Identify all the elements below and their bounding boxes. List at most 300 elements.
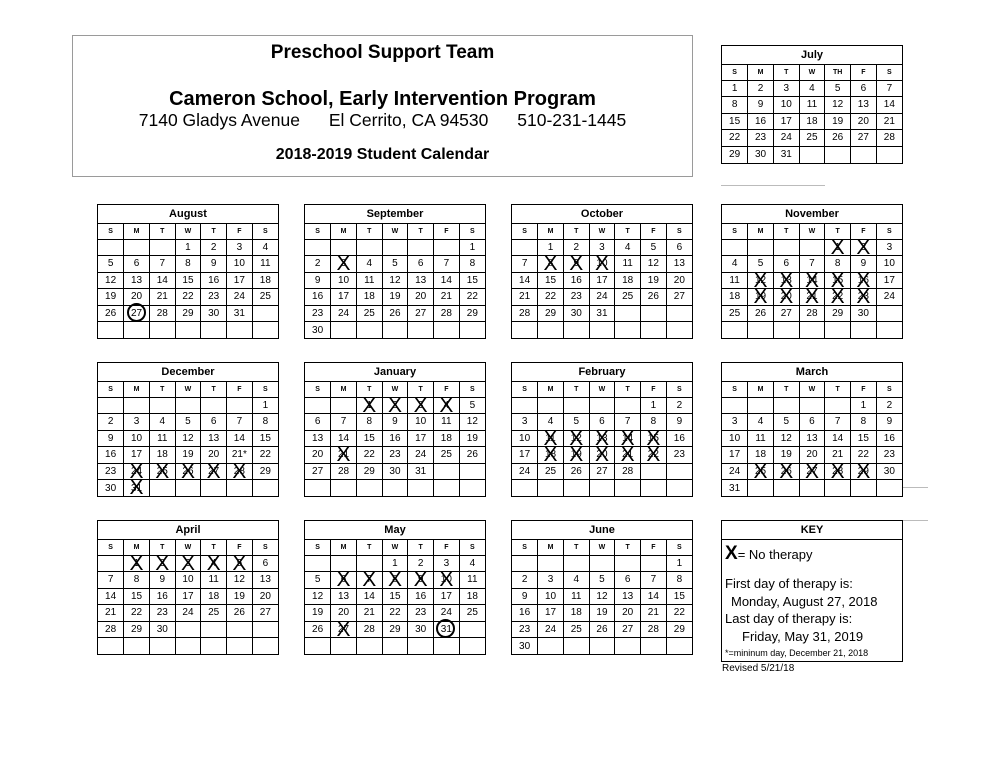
day-cell: 26 (305, 621, 331, 638)
day-cell: 13 (124, 272, 150, 289)
day-cell: 22 (666, 605, 692, 622)
day-cell: 5 (748, 256, 774, 273)
weekday-header: T (408, 382, 434, 397)
weekday-header: S (722, 382, 748, 397)
day-cell (331, 397, 357, 414)
month-title: January (305, 363, 485, 382)
day-cell: 18 (563, 605, 589, 622)
day-cell (434, 480, 460, 497)
day-cell (722, 239, 748, 256)
day-cell: 12 (459, 414, 485, 431)
day-cell: 6 (773, 256, 799, 273)
day-cell: 10 X (434, 572, 460, 589)
day-cell: 7 (149, 256, 175, 273)
day-cell: 14 (356, 588, 382, 605)
day-cell (408, 480, 434, 497)
day-cell: 24 (773, 130, 799, 147)
day-cell: 20 (252, 588, 278, 605)
day-cell: 8 (356, 414, 382, 431)
day-cell (748, 239, 774, 256)
day-cell (563, 555, 589, 572)
day-cell: 12 (382, 272, 408, 289)
weekday-header: T (149, 540, 175, 555)
weekday-header: T (408, 224, 434, 239)
calendar-key (721, 520, 903, 662)
day-cell: 31 X (124, 480, 150, 497)
day-cell: 7 (825, 414, 851, 431)
day-cell: 31 (773, 146, 799, 163)
day-cell (748, 322, 774, 339)
day-cell (382, 638, 408, 655)
day-cell (641, 305, 667, 322)
weekday-header: M (124, 540, 150, 555)
day-cell (538, 480, 564, 497)
day-cell (305, 638, 331, 655)
day-cell: 3 (589, 239, 615, 256)
day-cell: 28 (149, 305, 175, 322)
weekday-header: F (434, 382, 460, 397)
day-cell: 15 (459, 272, 485, 289)
day-cell (98, 397, 124, 414)
weekday-header: TH (825, 65, 851, 80)
weekday-header: T (201, 224, 227, 239)
day-cell: 12 (305, 588, 331, 605)
day-cell: 12 (641, 256, 667, 273)
day-cell: 28 (615, 463, 641, 480)
weekday-header: F (227, 382, 253, 397)
day-cell: 29 (825, 305, 851, 322)
day-cell: 2 (512, 572, 538, 589)
day-cell: 11 (459, 572, 485, 589)
day-cell: 30 (382, 463, 408, 480)
day-cell (459, 322, 485, 339)
day-cell: 27 (124, 305, 150, 322)
day-cell: 27 X (331, 621, 357, 638)
day-cell: 29 (538, 305, 564, 322)
day-cell: 20 (305, 447, 331, 464)
day-cell: 5 (589, 572, 615, 589)
day-cell (227, 480, 253, 497)
day-cell: 16 (382, 430, 408, 447)
day-cell (175, 322, 201, 339)
day-cell: 31 (227, 305, 253, 322)
day-cell: 11 (201, 572, 227, 589)
day-cell (124, 638, 150, 655)
day-cell: 20 (851, 113, 877, 130)
day-cell: 15 (252, 430, 278, 447)
day-cell: 17 (538, 605, 564, 622)
key-title: KEY (722, 521, 902, 540)
day-cell: 9 (666, 414, 692, 431)
day-cell: 5 (98, 256, 124, 273)
day-cell: 29 (722, 146, 748, 163)
day-cell: 10 (722, 430, 748, 447)
day-cell (748, 397, 774, 414)
day-cell: 3 (227, 239, 253, 256)
day-cell: 11 (563, 588, 589, 605)
key-last-date: Friday, May 31, 2019 (742, 629, 864, 644)
weekday-header: S (459, 224, 485, 239)
day-cell: 17 (175, 588, 201, 605)
day-cell: 22 (356, 447, 382, 464)
day-cell (408, 322, 434, 339)
day-cell: 12 (773, 430, 799, 447)
day-cell: 22 (538, 289, 564, 306)
weekday-header: M (538, 540, 564, 555)
day-cell: 26 (748, 305, 774, 322)
day-cell: 9 (876, 414, 902, 431)
day-cell: 21 (434, 289, 460, 306)
day-cell: 29 (252, 463, 278, 480)
day-cell: 19 (382, 289, 408, 306)
day-cell (98, 322, 124, 339)
day-cell: 29 (356, 463, 382, 480)
day-cell: 7 (799, 256, 825, 273)
day-cell: 21 X (615, 447, 641, 464)
day-cell (512, 555, 538, 572)
day-cell: 18 (356, 289, 382, 306)
day-cell (98, 555, 124, 572)
day-cell: 28 (434, 305, 460, 322)
day-cell: 28 (641, 621, 667, 638)
day-cell: 23 (201, 289, 227, 306)
day-cell (825, 480, 851, 497)
day-cell: 11 (615, 256, 641, 273)
day-cell: 17 (124, 447, 150, 464)
day-cell: 1 (666, 555, 692, 572)
day-cell: 26 X (175, 463, 201, 480)
weekday-header: S (459, 382, 485, 397)
day-cell (434, 322, 460, 339)
day-cell (149, 638, 175, 655)
day-cell: 23 X (851, 289, 877, 306)
day-cell: 3 (124, 414, 150, 431)
day-cell: 15 (851, 430, 877, 447)
day-cell: 25 (538, 463, 564, 480)
day-cell (124, 239, 150, 256)
day-cell: 30 (201, 305, 227, 322)
day-cell: 3 (434, 555, 460, 572)
day-cell: 9 X (408, 572, 434, 589)
weekday-header: S (305, 224, 331, 239)
day-cell (666, 480, 692, 497)
weekday-header: F (851, 382, 877, 397)
day-cell (876, 146, 902, 163)
day-cell (512, 397, 538, 414)
day-cell (563, 397, 589, 414)
day-cell (124, 322, 150, 339)
weekday-header: T (615, 540, 641, 555)
day-cell (589, 322, 615, 339)
day-cell (666, 463, 692, 480)
day-cell: 14 X (615, 430, 641, 447)
weekday-header: S (252, 224, 278, 239)
day-cell (876, 322, 902, 339)
weekday-header: S (876, 65, 902, 80)
day-cell: 19 (305, 605, 331, 622)
weekday-header: M (331, 540, 357, 555)
day-cell: 2 (201, 239, 227, 256)
weekday-header: T (356, 224, 382, 239)
day-cell: 24 X (124, 463, 150, 480)
weekday-header: F (641, 224, 667, 239)
day-cell (149, 239, 175, 256)
day-cell (356, 239, 382, 256)
day-cell: 18 (252, 272, 278, 289)
weekday-header: M (331, 224, 357, 239)
weekday-header: F (434, 224, 460, 239)
day-cell: 1 X (356, 397, 382, 414)
weekday-header: M (538, 224, 564, 239)
day-cell: 17 (408, 430, 434, 447)
day-cell: 16 (512, 605, 538, 622)
day-cell (538, 555, 564, 572)
weekday-header: S (722, 65, 748, 80)
day-cell: 26 (825, 130, 851, 147)
day-cell: 5 (773, 414, 799, 431)
day-cell (799, 239, 825, 256)
day-cell: 4 (799, 80, 825, 97)
day-cell: 4 (356, 256, 382, 273)
day-cell: 15 (722, 113, 748, 130)
weekday-header: M (748, 224, 774, 239)
day-cell: 24 (408, 447, 434, 464)
day-cell: 12 (227, 572, 253, 589)
day-cell (641, 555, 667, 572)
day-cell: 3 (512, 414, 538, 431)
day-cell: 4 (615, 239, 641, 256)
day-cell: 14 (331, 430, 357, 447)
day-cell: 25 X (748, 463, 774, 480)
month-title: June (512, 521, 692, 540)
day-cell: 11 (748, 430, 774, 447)
day-cell (98, 239, 124, 256)
weekday-header: T (563, 540, 589, 555)
day-cell: 30 (408, 621, 434, 638)
day-cell (175, 621, 201, 638)
day-cell: 30 (851, 305, 877, 322)
day-cell: 4 (149, 414, 175, 431)
day-cell: 8 (175, 256, 201, 273)
day-cell: 27 (666, 289, 692, 306)
day-cell: 7 (434, 256, 460, 273)
day-cell: 24 (722, 463, 748, 480)
weekday-header: S (512, 224, 538, 239)
day-cell: 1 (382, 555, 408, 572)
day-cell: 18 (722, 289, 748, 306)
day-cell: 30 (563, 305, 589, 322)
day-cell (227, 322, 253, 339)
day-cell: 25 (459, 605, 485, 622)
day-cell: 10 (538, 588, 564, 605)
day-cell: 6 (201, 414, 227, 431)
month-title: November (722, 205, 902, 224)
day-cell: 5 (382, 256, 408, 273)
day-cell: 19 X (748, 289, 774, 306)
day-cell: 26 (382, 305, 408, 322)
day-cell: 7 (227, 414, 253, 431)
day-cell: 5 (563, 414, 589, 431)
day-cell: 9 (512, 588, 538, 605)
weekday-header: F (641, 540, 667, 555)
day-cell: 21 (512, 289, 538, 306)
weekday-header: S (512, 382, 538, 397)
day-cell (773, 397, 799, 414)
day-cell (641, 463, 667, 480)
day-cell: 18 (201, 588, 227, 605)
day-cell: 25 (434, 447, 460, 464)
day-cell: 3 (773, 80, 799, 97)
day-cell: 2 X (149, 555, 175, 572)
day-cell: 30 (876, 463, 902, 480)
day-cell: 30 (305, 322, 331, 339)
day-cell: 31 (408, 463, 434, 480)
day-cell: 26 (563, 463, 589, 480)
day-cell: 15 (356, 430, 382, 447)
day-cell: 11 (722, 272, 748, 289)
day-cell: 20 X (773, 289, 799, 306)
day-cell: 25 (799, 130, 825, 147)
day-cell: 9 (305, 272, 331, 289)
day-cell: 8 (666, 572, 692, 589)
day-cell: 1 (722, 80, 748, 97)
day-cell: 17 (227, 272, 253, 289)
weekday-header: S (98, 382, 124, 397)
day-cell (615, 555, 641, 572)
day-cell: 6 (799, 414, 825, 431)
day-cell (382, 480, 408, 497)
day-cell: 16 (201, 272, 227, 289)
day-cell: 13 (799, 430, 825, 447)
day-cell: 25 X (149, 463, 175, 480)
day-cell: 24 (331, 305, 357, 322)
month-may (304, 520, 486, 655)
day-cell (434, 638, 460, 655)
day-cell (563, 638, 589, 655)
day-cell: 18 (434, 430, 460, 447)
month-september (304, 204, 486, 339)
day-cell (149, 322, 175, 339)
day-cell (615, 397, 641, 414)
day-cell: 29 (382, 621, 408, 638)
day-cell (175, 480, 201, 497)
day-cell: 23 (563, 289, 589, 306)
day-cell (175, 638, 201, 655)
day-cell: 24 (512, 463, 538, 480)
day-cell: 17 (876, 272, 902, 289)
weekday-header: W (589, 540, 615, 555)
day-cell (825, 146, 851, 163)
day-cell: 22 (459, 289, 485, 306)
day-cell (825, 322, 851, 339)
day-cell: 2 (876, 397, 902, 414)
weekday-header: S (666, 540, 692, 555)
day-cell: 24 (538, 621, 564, 638)
day-cell: 7 (615, 414, 641, 431)
month-title: April (98, 521, 278, 540)
day-cell: 28 (356, 621, 382, 638)
day-cell (459, 621, 485, 638)
weekday-header: T (356, 540, 382, 555)
day-cell (722, 322, 748, 339)
month-december (97, 362, 279, 497)
day-cell (252, 638, 278, 655)
day-cell: 9 (201, 256, 227, 273)
day-cell: 21 (149, 289, 175, 306)
weekday-header: T (773, 65, 799, 80)
weekday-header: T (615, 382, 641, 397)
day-cell: 27 X (201, 463, 227, 480)
day-cell: 17 (434, 588, 460, 605)
weekday-header: W (799, 382, 825, 397)
day-cell: 22 (124, 605, 150, 622)
day-cell: 3 (876, 239, 902, 256)
day-cell: 8 (825, 256, 851, 273)
day-cell: 19 (227, 588, 253, 605)
day-cell: 15 (666, 588, 692, 605)
day-cell (201, 480, 227, 497)
day-cell: 23 (382, 447, 408, 464)
day-cell: 19 (459, 430, 485, 447)
day-cell: 2 (408, 555, 434, 572)
day-cell (773, 322, 799, 339)
day-cell: 13 (305, 430, 331, 447)
weekday-header: M (124, 224, 150, 239)
day-cell (252, 322, 278, 339)
day-cell: 4 (252, 239, 278, 256)
day-cell (408, 239, 434, 256)
day-cell: 15 X (641, 430, 667, 447)
day-cell: 10 (227, 256, 253, 273)
day-cell: 20 (615, 605, 641, 622)
day-cell: 25 (252, 289, 278, 306)
day-cell (459, 463, 485, 480)
day-cell: 31 (722, 480, 748, 497)
day-cell (773, 239, 799, 256)
day-cell: 4 (459, 555, 485, 572)
day-cell: 13 (615, 588, 641, 605)
day-cell: 25 (615, 289, 641, 306)
day-cell: 7 (331, 414, 357, 431)
day-cell (799, 397, 825, 414)
day-cell (799, 322, 825, 339)
day-cell: 20 (331, 605, 357, 622)
day-cell (331, 638, 357, 655)
weekday-header: S (98, 224, 124, 239)
day-cell (459, 638, 485, 655)
day-cell: 31 (589, 305, 615, 322)
weekday-header: M (748, 382, 774, 397)
day-cell: 14 (825, 430, 851, 447)
day-cell (666, 638, 692, 655)
day-cell: 11 X (538, 430, 564, 447)
day-cell: 5 (175, 414, 201, 431)
day-cell: 21 (641, 605, 667, 622)
day-cell (641, 638, 667, 655)
weekday-header: T (773, 382, 799, 397)
weekday-header: S (252, 540, 278, 555)
day-cell (459, 480, 485, 497)
day-cell: 15 (124, 588, 150, 605)
day-cell: 4 (722, 256, 748, 273)
day-cell: 1 (459, 239, 485, 256)
revised-date: Revised 5/21/18 (722, 663, 795, 674)
day-cell: 28 X (227, 463, 253, 480)
weekday-header: W (175, 540, 201, 555)
weekday-header: W (175, 224, 201, 239)
day-cell: 29 (666, 621, 692, 638)
weekday-header: T (563, 224, 589, 239)
